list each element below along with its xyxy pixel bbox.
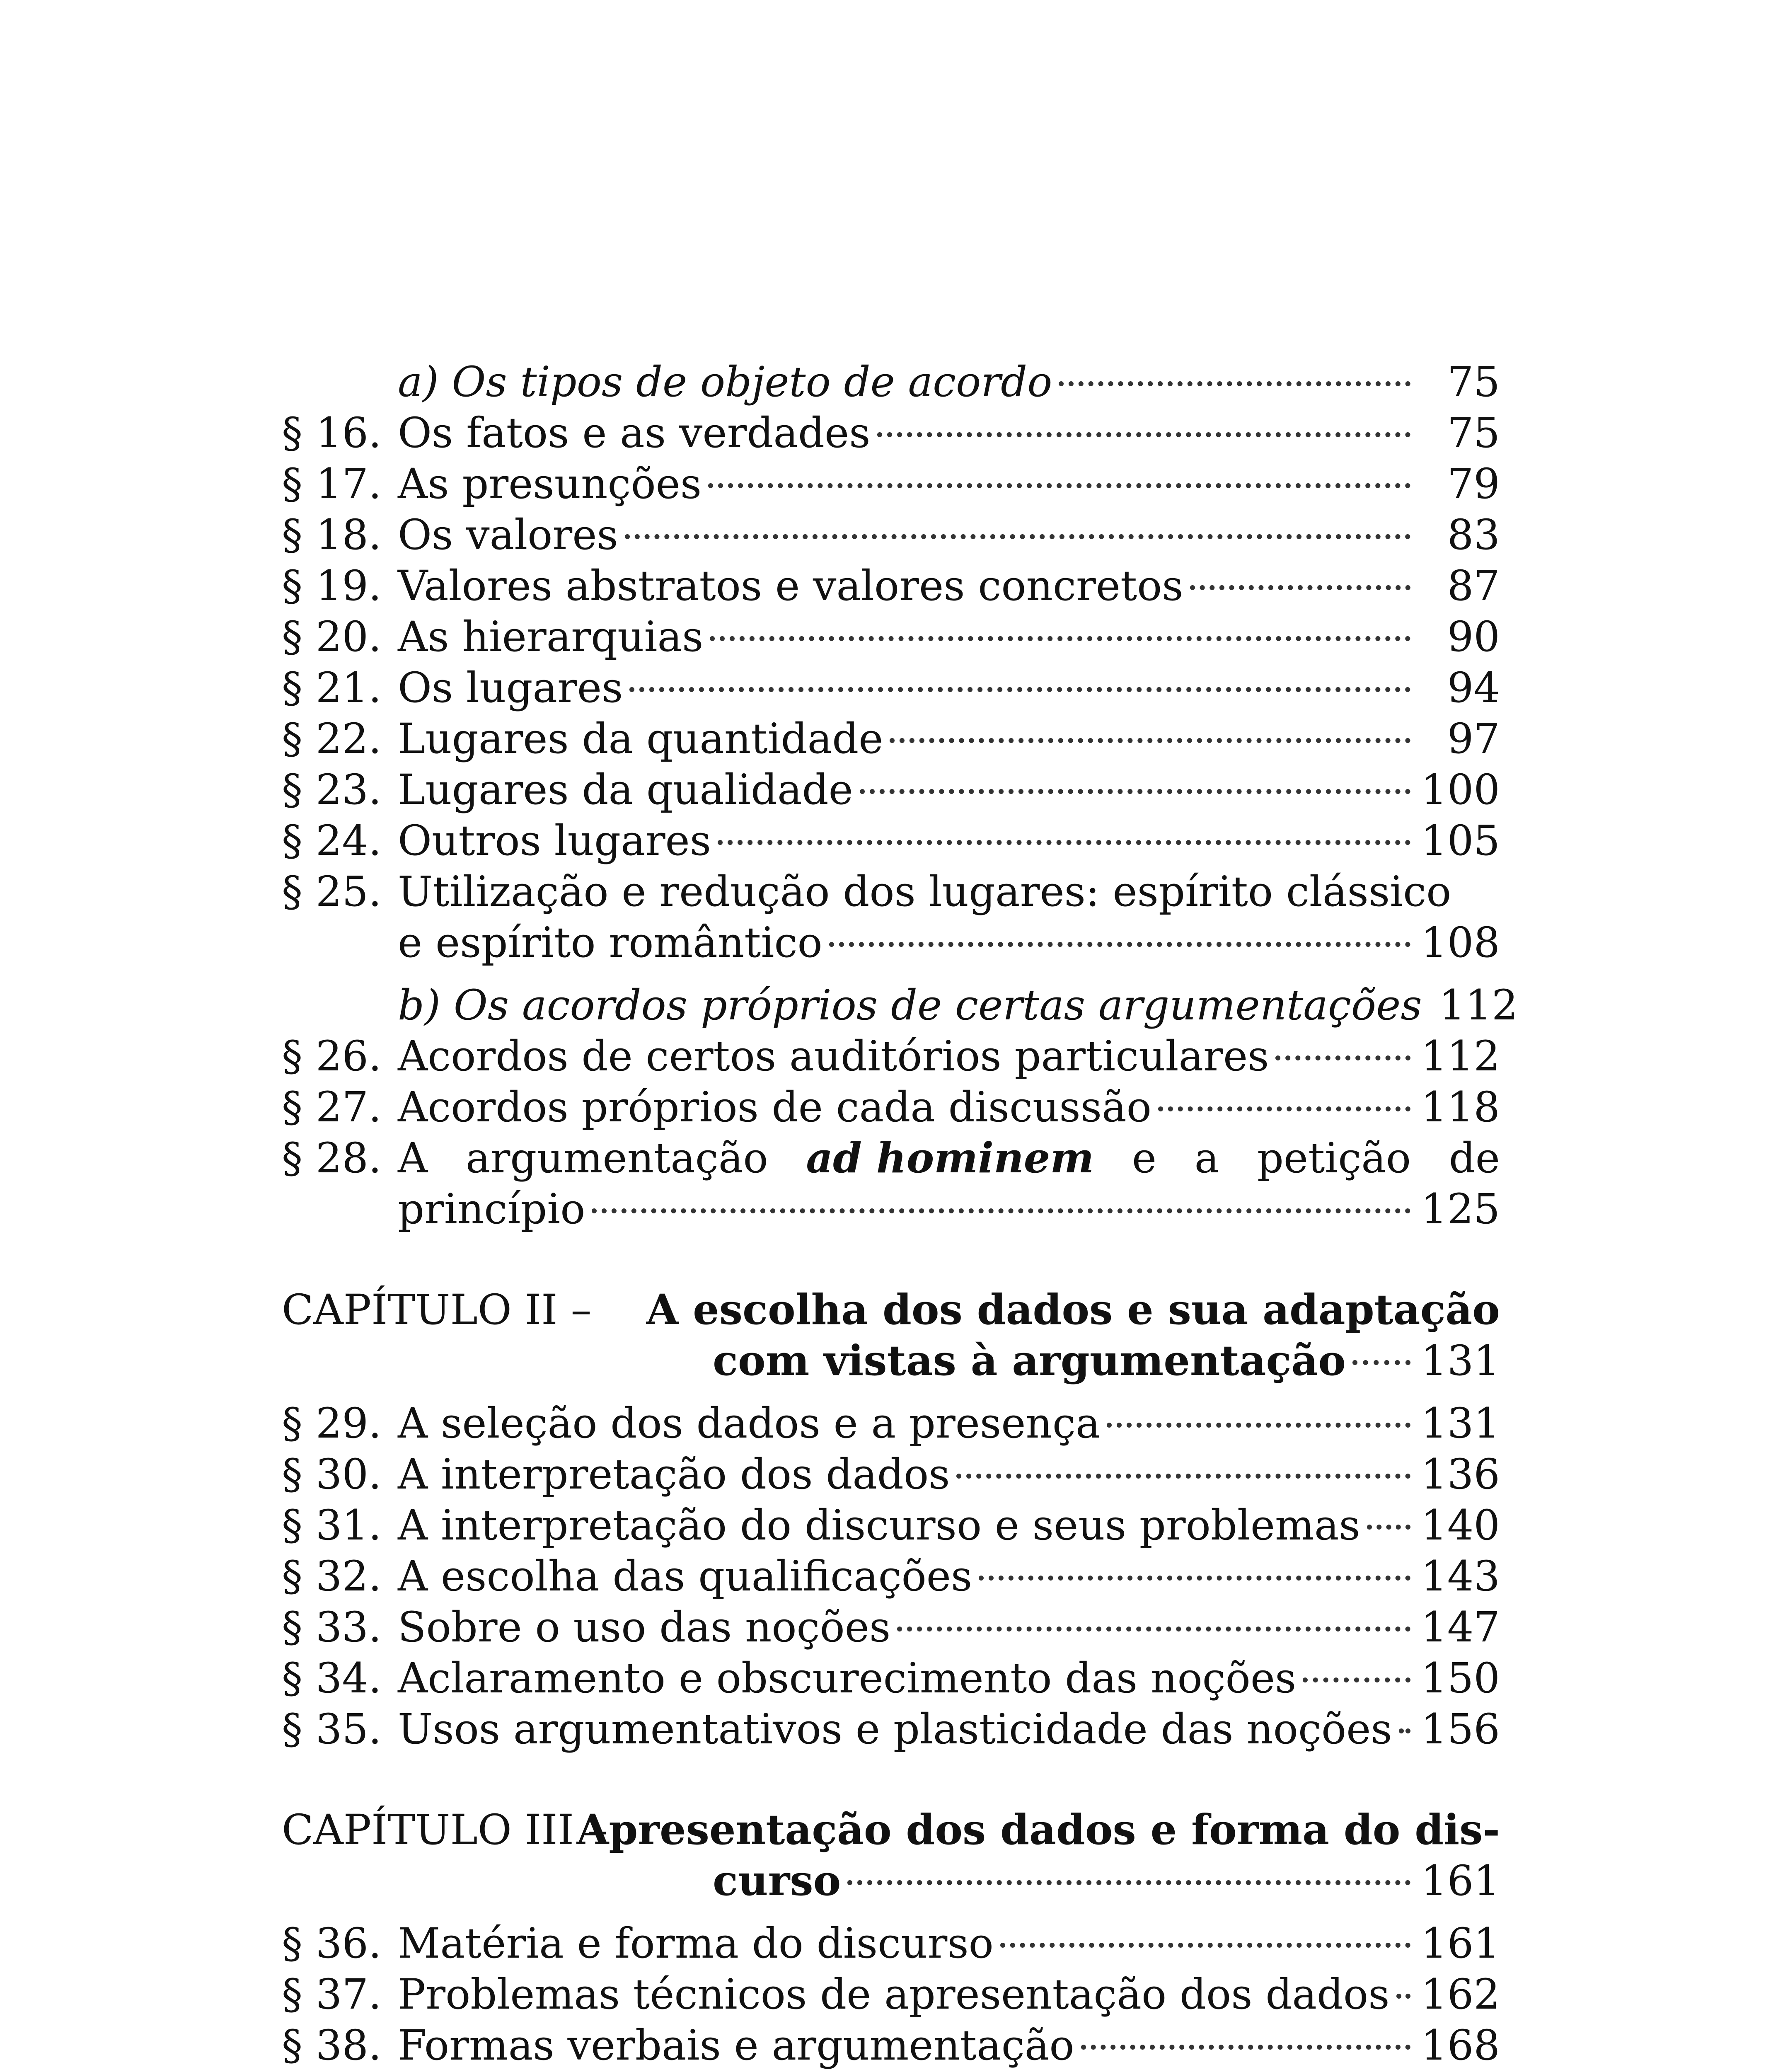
entry-title: As presunções: [398, 460, 702, 508]
toc-entry-body: [398, 407, 1500, 458]
dot-leader: [1303, 1677, 1410, 1682]
chapter-title: com vistas à argumentação: [713, 1336, 1346, 1385]
toc-entry-line: [282, 866, 1500, 917]
section-number: § 17.: [282, 460, 382, 508]
section-number: § 28.: [282, 1134, 382, 1182]
toc-entry-body: [398, 611, 1500, 662]
page-number: 90: [1447, 612, 1500, 661]
page-number: 150: [1421, 1654, 1500, 1702]
entry-title: Usos argumentativos e plasticidade das noções: [398, 1705, 1392, 1753]
page-number: 79: [1447, 460, 1500, 508]
page-number: 87: [1447, 562, 1500, 610]
toc-entry[interactable]: [282, 509, 1500, 560]
section-number: § 21.: [282, 663, 382, 712]
entry-title: Matéria e forma do discurso: [398, 1919, 994, 1968]
toc-entry-body: [398, 1184, 1500, 1234]
section-number: § 20.: [282, 612, 382, 661]
section-number: § 29.: [282, 1399, 382, 1447]
toc-entry-body: [398, 662, 1500, 713]
toc-entry-body: [398, 713, 1500, 764]
toc-entry-body: [398, 2020, 1500, 2071]
section-number: § 22.: [282, 714, 382, 763]
toc-entry[interactable]: [282, 611, 1500, 662]
entry-title: A seleção dos dados e a presença: [398, 1399, 1101, 1447]
toc-entry-body: [398, 1551, 1500, 1602]
page-number: 131: [1421, 1336, 1500, 1385]
page-number: 136: [1421, 1450, 1500, 1498]
page-number: 100: [1421, 765, 1500, 814]
dot-leader: [890, 738, 1410, 743]
entry-title: Formas verbais e argumentação: [398, 2021, 1074, 2070]
toc-entry[interactable]: [282, 1653, 1500, 1704]
section-number: § 16.: [282, 409, 382, 457]
dot-leader: [897, 1627, 1410, 1631]
chapter-label: CAPÍTULO III –: [282, 1806, 608, 1854]
dot-leader: [1000, 1943, 1410, 1948]
page-number: 143: [1421, 1552, 1500, 1600]
dot-leader: [1367, 1525, 1410, 1530]
section-number: § 33.: [282, 1603, 382, 1651]
toc-entry[interactable]: [282, 1918, 1500, 1969]
dot-leader: [979, 1576, 1410, 1581]
section-number: § 34.: [282, 1654, 382, 1702]
section-number: § 18.: [282, 511, 382, 559]
entry-title: A interpretação do discurso e seus problemas: [398, 1501, 1360, 1549]
entry-word: A: [398, 1134, 428, 1182]
dot-leader: [1081, 2045, 1410, 2050]
toc-entry-body: [398, 1133, 1500, 1184]
toc-entry[interactable]: [282, 917, 1500, 968]
page-number: 83: [1447, 511, 1500, 559]
dot-leader: [847, 1880, 1410, 1885]
entry-title: A escolha das qualificações: [398, 1552, 972, 1600]
page-number: 75: [1447, 409, 1500, 457]
section-number: § 27.: [282, 1083, 382, 1131]
dot-leader: [1352, 1360, 1410, 1365]
entry-title: Aclaramento e obscurecimento das noções: [398, 1654, 1297, 1702]
section-number: § 25.: [282, 867, 382, 916]
dot-leader: [629, 687, 1410, 692]
dot-leader: [860, 789, 1410, 794]
section-number: § 31.: [282, 1501, 382, 1549]
page-number: 118: [1421, 1083, 1500, 1131]
page-number: 147: [1421, 1603, 1500, 1651]
toc-entry-body: [398, 458, 1500, 509]
toc-entry-line: [282, 1133, 1500, 1184]
section-number: § 19.: [282, 562, 382, 610]
dot-leader: [1399, 1728, 1410, 1733]
entry-title: Lugares da qualidade: [398, 765, 853, 814]
page-number: 140: [1421, 1501, 1500, 1549]
entry-title: Utilização e redução dos lugares: espírito clássico: [398, 867, 1451, 916]
toc-entry-body: [398, 764, 1500, 815]
toc-entry-body: [398, 356, 1500, 407]
page-number: 105: [1421, 816, 1500, 865]
page-number: 161: [1421, 1919, 1500, 1968]
entry-word: petição: [1257, 1134, 1411, 1182]
toc-entry[interactable]: [282, 764, 1500, 815]
page-number: 94: [1447, 663, 1500, 712]
entry-title: Os valores: [398, 511, 618, 559]
page-number: 161: [1421, 1857, 1500, 1905]
section-number: § 36.: [282, 1919, 382, 1968]
table-of-contents: [282, 356, 1518, 2072]
chapter-title: Apresentação dos dados e forma do dis-: [576, 1805, 1500, 1854]
toc-entry[interactable]: [282, 1031, 1500, 1082]
dot-leader: [708, 483, 1410, 488]
entry-title: Sobre o uso das noções: [398, 1603, 891, 1651]
toc-entry[interactable]: [282, 1082, 1500, 1133]
entry-title: e espírito romântico: [398, 918, 822, 967]
entry-title: Acordos próprios de cada discussão: [398, 1083, 1151, 1131]
dot-leader: [710, 636, 1410, 641]
toc-entry[interactable]: [282, 713, 1500, 764]
dot-leader: [1158, 1106, 1410, 1111]
toc-entry[interactable]: [282, 2020, 1500, 2071]
page-number: 156: [1421, 1705, 1500, 1753]
toc-entry-body: [398, 1602, 1500, 1653]
dot-leader: [1059, 381, 1410, 386]
entry-title: a) Os tipos de objeto de acordo: [398, 358, 1052, 406]
toc-entry[interactable]: [282, 1602, 1500, 1653]
chapter-title: A escolha dos dados e sua adaptação: [646, 1285, 1500, 1334]
entry-title: Lugares da quantidade: [398, 714, 883, 763]
section-number: § 24.: [282, 816, 382, 865]
toc-entry-body: [398, 1500, 1500, 1551]
dot-leader: [592, 1208, 1410, 1213]
dot-leader: [1190, 585, 1410, 590]
entry-title: As hierarquias: [398, 612, 704, 661]
entry-title: princípio: [398, 1185, 585, 1233]
toc-entry[interactable]: [282, 407, 1500, 458]
page-number: 97: [1447, 714, 1500, 763]
toc-entry-body: [398, 1653, 1500, 1704]
page-number: 108: [1421, 918, 1500, 967]
entry-title: Problemas técnicos de apresentação dos dados: [398, 1970, 1390, 2019]
section-number: § 26.: [282, 1032, 382, 1080]
toc-entry-body: [398, 980, 1518, 1031]
entry-word: argumentação: [465, 1134, 768, 1182]
entry-title: Os fatos e as verdades: [398, 409, 871, 457]
entry-title: Os lugares: [398, 663, 623, 712]
toc-entry[interactable]: [282, 1500, 1500, 1551]
section-number: § 23.: [282, 765, 382, 814]
page-number: 162: [1421, 1970, 1500, 2019]
entry-title: A interpretação dos dados: [398, 1450, 950, 1498]
toc-entry-body: [398, 815, 1500, 866]
page-number: 112: [1421, 1032, 1500, 1080]
section-number: § 37.: [282, 1970, 382, 2019]
chapter-heading[interactable]: [282, 1284, 1500, 1335]
toc-entry[interactable]: [282, 1969, 1500, 2020]
toc-entry-body: [398, 1704, 1500, 1755]
toc-entry-body: [398, 1449, 1500, 1500]
entry-title: b) Os acordos próprios de certas argumentações: [398, 981, 1422, 1029]
toc-entry[interactable]: [282, 662, 1500, 713]
dot-leader: [829, 942, 1410, 947]
toc-entry-body: [713, 1855, 1500, 1906]
entry-title: Acordos de certos auditórios particulares: [398, 1032, 1269, 1080]
section-number: § 32.: [282, 1552, 382, 1600]
page-number: 168: [1421, 2021, 1500, 2070]
toc-entry-body: [398, 1969, 1500, 2020]
dot-leader: [877, 432, 1410, 437]
toc-entry[interactable]: [282, 356, 1500, 407]
toc-entry[interactable]: [282, 980, 1518, 1031]
section-number: § 30.: [282, 1450, 382, 1498]
page-number: 112: [1439, 981, 1518, 1029]
dot-leader: [1275, 1055, 1410, 1060]
toc-entry-body: [398, 560, 1500, 611]
chapter-heading-line2[interactable]: [282, 1335, 1500, 1386]
dot-leader: [718, 840, 1410, 845]
section-number: § 35.: [282, 1705, 382, 1753]
toc-entry-body: [398, 866, 1500, 917]
toc-entry[interactable]: [282, 1398, 1500, 1449]
toc-entry-body: [398, 917, 1500, 968]
dot-leader: [1107, 1423, 1410, 1428]
toc-entry-body: [398, 1031, 1500, 1082]
section-number: § 38.: [282, 2021, 382, 2070]
toc-entry[interactable]: [282, 1449, 1500, 1500]
toc-entry-body: [713, 1335, 1500, 1386]
toc-entry[interactable]: [282, 1551, 1500, 1602]
dot-leader: [625, 534, 1410, 539]
chapter-heading-line2[interactable]: [282, 1855, 1500, 1906]
page-number: 131: [1421, 1399, 1500, 1447]
page-number: 75: [1447, 358, 1500, 406]
toc-entry-body: [398, 1918, 1500, 1969]
chapter-label: CAPÍTULO II –: [282, 1285, 592, 1334]
toc-entry-body: [398, 509, 1500, 560]
dot-leader: [1396, 1994, 1410, 1999]
entry-word: de: [1449, 1134, 1500, 1182]
entry-word: e: [1132, 1134, 1157, 1182]
entry-word: a: [1194, 1134, 1219, 1182]
entry-word: ad hominem: [806, 1133, 1094, 1182]
chapter-title: curso: [713, 1856, 841, 1905]
toc-entry-body: [398, 1082, 1500, 1133]
toc-entry[interactable]: [282, 815, 1500, 866]
toc-entry-body: [398, 1398, 1500, 1449]
entry-title: Outros lugares: [398, 816, 711, 865]
dot-leader: [956, 1474, 1410, 1479]
toc-entry[interactable]: [282, 1184, 1500, 1234]
toc-entry[interactable]: [282, 560, 1500, 611]
toc-entry[interactable]: [282, 1704, 1500, 1755]
chapter-heading[interactable]: [282, 1804, 1500, 1855]
entry-title: Valores abstratos e valores concretos: [398, 562, 1183, 610]
page-number: 125: [1421, 1185, 1500, 1233]
toc-entry[interactable]: [282, 458, 1500, 509]
